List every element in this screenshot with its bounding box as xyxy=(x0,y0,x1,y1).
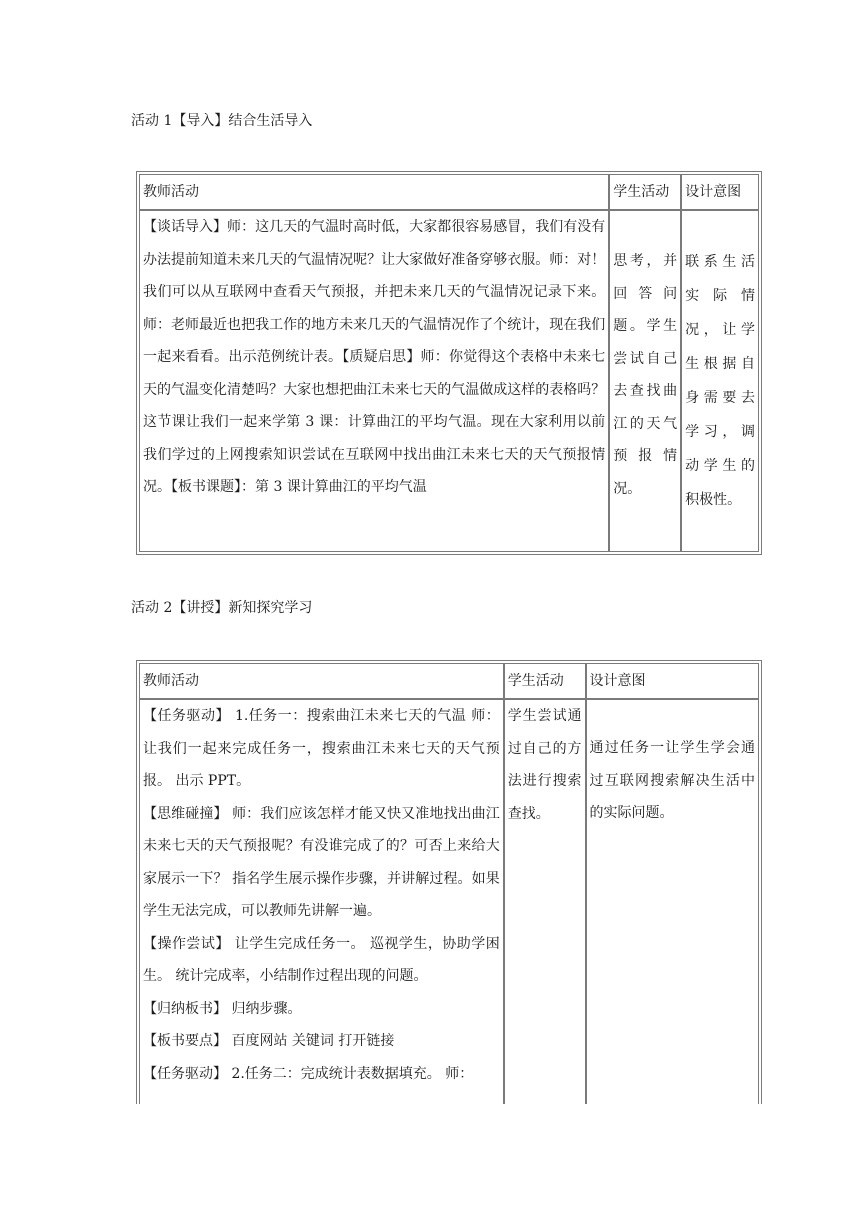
header-design-intent: 设计意图 xyxy=(681,174,759,210)
teacher-paragraph: 【思维碰撞】 师：我们应该怎样才能又快又准地找出曲江未来七天的天气预报呢？有没谁完成了的？可否上来给大家展示一下？ 指名学生展示操作步骤，并讲解过程。如果学生无法完成，可以教师先讲解一遍。 xyxy=(143,805,500,919)
header-student-activity: 学生活动 xyxy=(504,663,586,699)
header-student-activity: 学生活动 xyxy=(609,174,681,210)
student-activity-cell: 思考，并回答问题。学生尝试自己去查找曲江的天气预报情况。 xyxy=(609,210,681,552)
teacher-paragraph: 【操作尝试】 让学生完成任务一。 巡视学生，协助学困生。 统计完成率，小结制作过程出现的问题。 xyxy=(143,935,500,984)
teacher-paragraph: 【任务驱动】 2.任务二：完成统计表数据填充。 师： xyxy=(143,1065,474,1082)
header-teacher-activity: 教师活动 xyxy=(139,663,504,699)
header-design-intent: 设计意图 xyxy=(586,663,759,699)
activity2-table xyxy=(136,660,762,1104)
activity1-heading: 活动 1【导入】结合生活导入 xyxy=(131,113,313,129)
activity1-table xyxy=(136,171,762,555)
header-teacher-activity: 教师活动 xyxy=(139,174,609,210)
teacher-activity-cell: 【谈话导入】师：这几天的气温时高时低，大家都很容易感冒，我们有没有办法提前知道未来几天的气温情况呢？让大家做好准备穿够衣服。师：对！我们可以从互联网中查看天气预报，并把未来几天的气温情况记录下来。师：老师最近也把我工作的地方未来几天的气温情况作了个统计，现在我们一起来看看。出示范例统计表。【质疑启思】师：你觉得这个表格中未来七天的气温变化清楚吗？大家也想把曲江未来七天的气温做成这样的表格吗？这节课让我们一起来学第 3 课：计算曲江的平均气温。现在大家利用以前我们学过的上网搜索知识尝试在互联网中找出曲江未来七天的天气预报情况。【板书课题】：第 3 课计算曲江的平均气温 xyxy=(139,210,609,552)
design-intent-cell: 联系生活实际情况，让学生根据自身需要去学习，调动学生的积极性。 xyxy=(681,210,759,552)
teacher-paragraph: 【板书要点】 百度网站 关键词 打开链接 xyxy=(143,1033,395,1049)
design-intent-cell: 通过任务一让学生学会通过互联网搜索解决生活中的实际问题。 xyxy=(586,699,759,1104)
activity2-heading: 活动 2【讲授】新知探究学习 xyxy=(131,600,313,616)
teacher-paragraph: 【任务驱动】 1.任务一：搜索曲江未来七天的气温 师：让我们一起来完成任务一，搜索曲江未来七天的天气预报。 出示 PPT。 xyxy=(143,708,500,789)
student-activity-cell: 学生尝试通过自己的方法进行搜索查找。 xyxy=(504,699,586,1104)
teacher-paragraph: 【归纳板书】 归纳步骤。 xyxy=(143,1000,302,1017)
teacher-activity-cell xyxy=(139,699,504,1104)
